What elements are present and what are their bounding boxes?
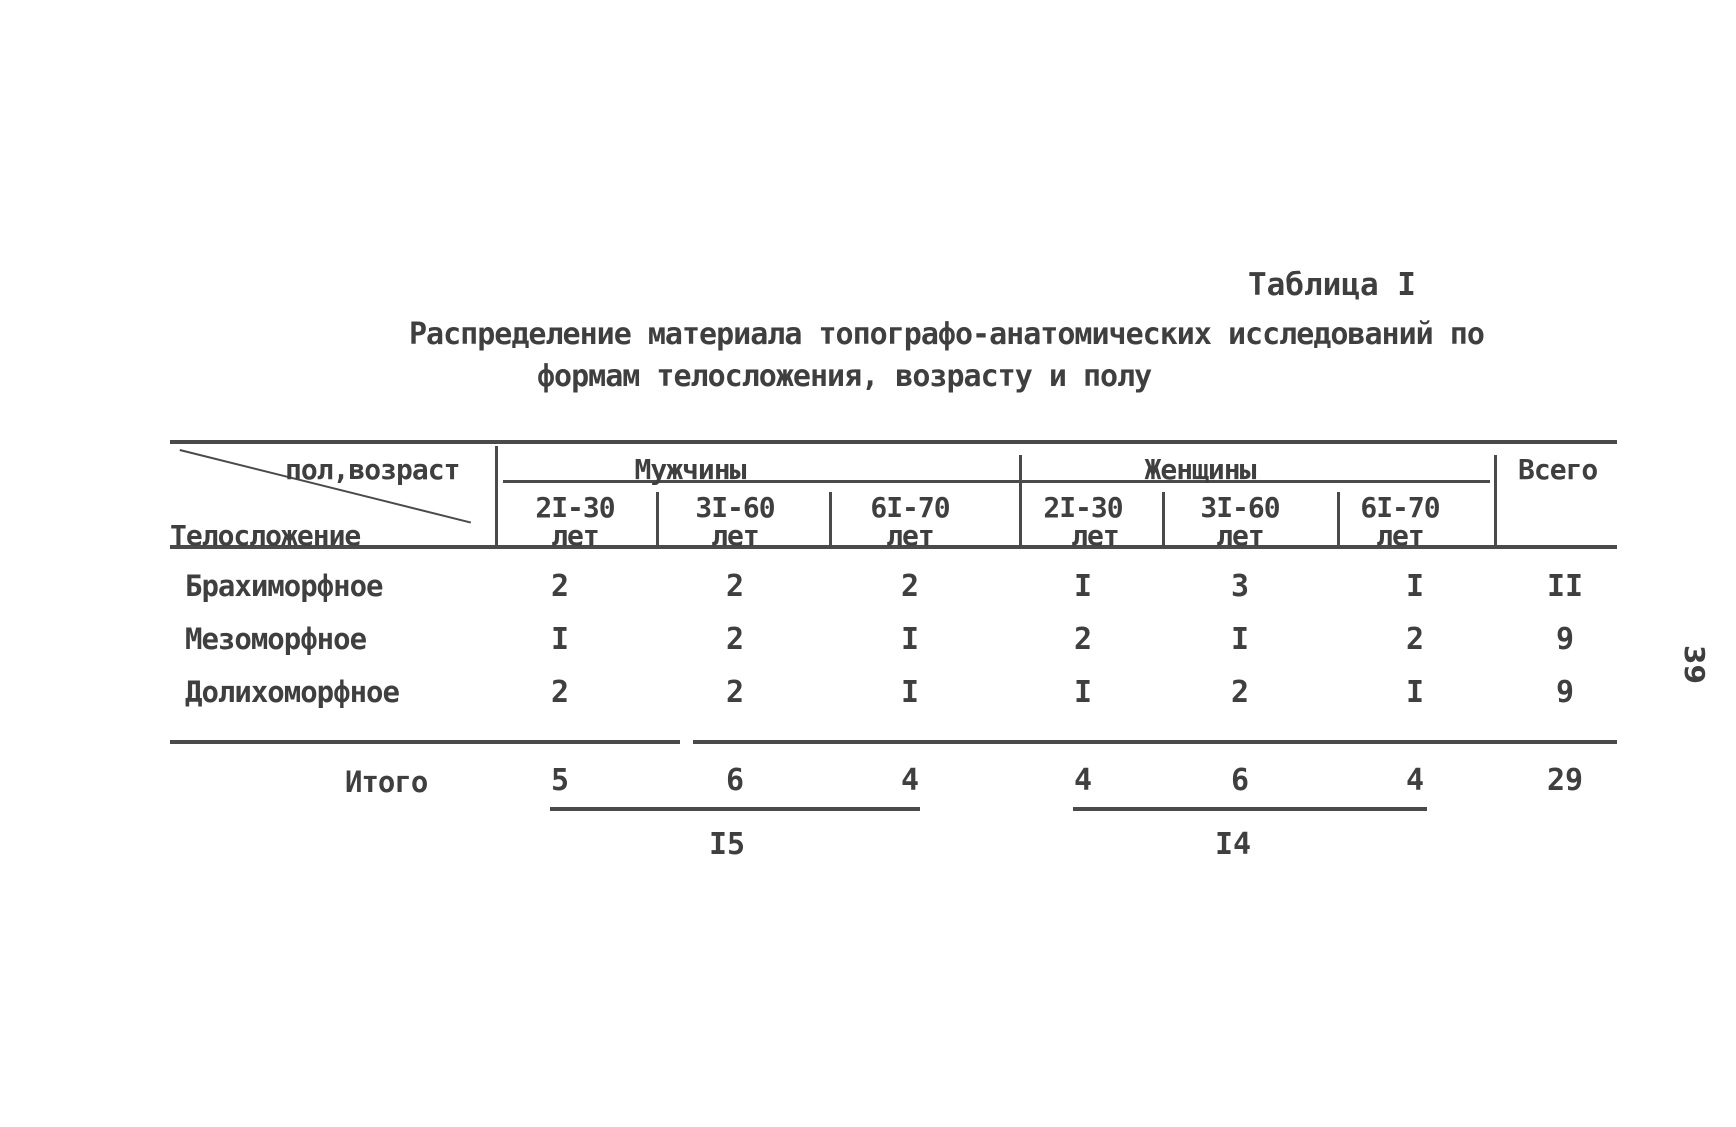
row-total-cell: II [1546, 569, 1584, 604]
age-range-header: 3I-60 [695, 491, 775, 524]
table-cell: I [1230, 622, 1250, 657]
men-subtotal: I5 [708, 827, 746, 862]
table-cell: 2 [900, 569, 920, 604]
table-cell: 2 [725, 622, 745, 657]
age-unit-header: лет [886, 519, 934, 552]
total-column-header: Всего [1518, 453, 1598, 486]
grand-total-cell: 29 [1546, 763, 1584, 798]
table-cell: I [550, 622, 570, 657]
table-title-line-1: Распределение материала топографо-анатомических исследований по [409, 317, 1484, 352]
summary-top-rule [170, 740, 680, 744]
men-group-header: Мужчины [634, 453, 746, 486]
row-total-cell: 9 [1555, 675, 1575, 710]
row-label: Долихоморфное [185, 675, 399, 709]
age-range-header: 3I-60 [1200, 491, 1280, 524]
table-cell: 2 [550, 569, 570, 604]
table-cell: 2 [1405, 622, 1425, 657]
table-title-line-2: формам телосложения, возрасту и полу [537, 359, 1152, 394]
age-unit-header: лет [711, 519, 759, 552]
women-sum-rule [1073, 807, 1427, 811]
table-cell: I [900, 622, 920, 657]
corner-label-bottom: Телосложение [170, 519, 361, 552]
header-separator [1494, 455, 1497, 546]
age-range-header: 6I-70 [870, 491, 950, 524]
age-unit-header: лет [1376, 519, 1424, 552]
age-unit-header: лет [1216, 519, 1264, 552]
age-unit-header: лет [1071, 519, 1119, 552]
table-cell: I [1405, 569, 1425, 604]
corner-label-top: пол,возраст [285, 453, 460, 486]
table-number: Таблица I [1248, 267, 1416, 303]
age-range-header: 2I-30 [1043, 491, 1123, 524]
header-separator [829, 492, 832, 546]
age-range-header: 6I-70 [1360, 491, 1440, 524]
age-range-header: 2I-30 [535, 491, 615, 524]
summary-cell: 4 [1073, 763, 1093, 798]
table-cell: 2 [1230, 675, 1250, 710]
summary-cell: 4 [1405, 763, 1425, 798]
table-cell: 2 [725, 675, 745, 710]
summary-top-rule [693, 740, 1617, 744]
age-unit-header: лет [551, 519, 599, 552]
summary-cell: 4 [900, 763, 920, 798]
women-subtotal: I4 [1214, 827, 1252, 862]
row-label: Брахиморфное [185, 569, 383, 603]
table-cell: 2 [725, 569, 745, 604]
table-cell: 2 [550, 675, 570, 710]
table-cell: I [1405, 675, 1425, 710]
summary-cell: 5 [550, 763, 570, 798]
page-number: 39 [1677, 645, 1711, 684]
table-cell: 2 [1073, 622, 1093, 657]
summary-cell: 6 [1230, 763, 1250, 798]
summary-cell: 6 [725, 763, 745, 798]
men-sum-rule [550, 807, 920, 811]
row-total-cell: 9 [1555, 622, 1575, 657]
summary-label: Итого [345, 765, 428, 799]
header-separator [495, 446, 498, 546]
table-cell: 3 [1230, 569, 1250, 604]
table-cell: I [1073, 569, 1093, 604]
header-separator [656, 492, 659, 546]
women-group-header: Женщины [1144, 453, 1256, 486]
table-cell: I [1073, 675, 1093, 710]
table-cell: I [900, 675, 920, 710]
row-label: Мезоморфное [185, 622, 367, 656]
table-top-rule [170, 440, 1617, 444]
